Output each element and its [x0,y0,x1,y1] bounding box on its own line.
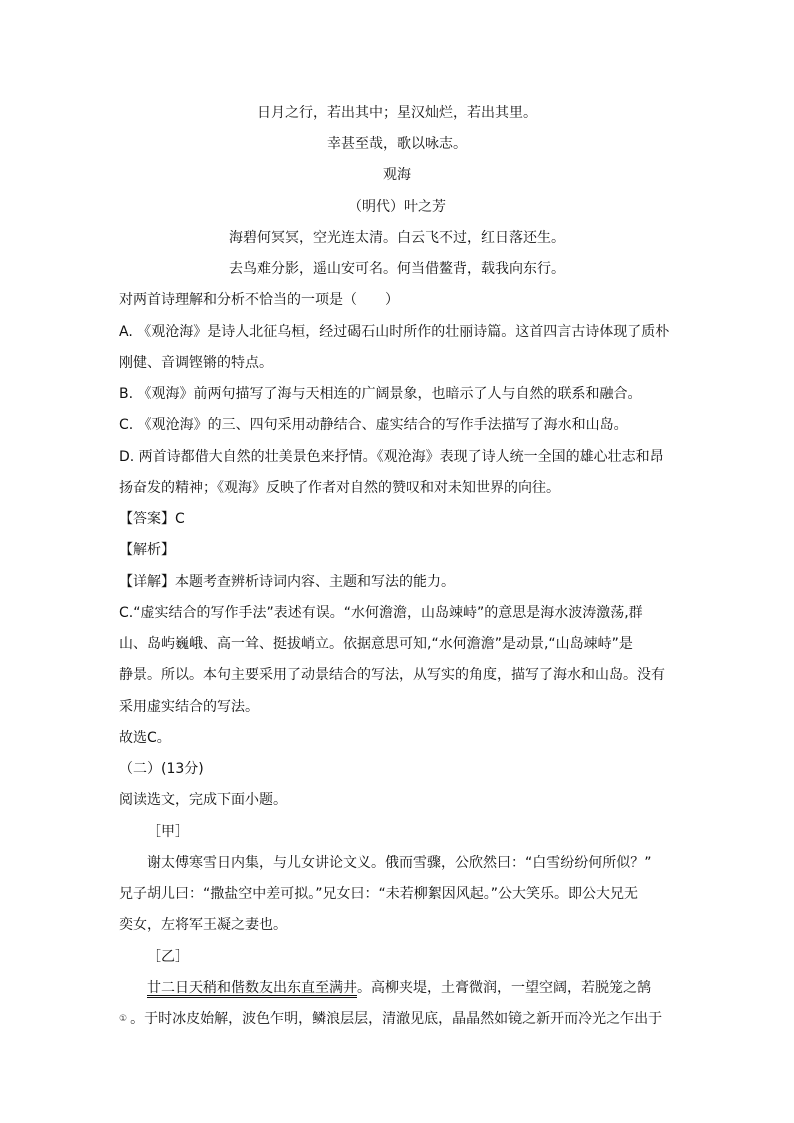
reading-instruction: 阅读选文，完成下面小题。 [119,792,287,808]
explanation-line-2: 山、岛屿巍峨、高一耸、挺拔峭立。依据意思可知,“水何澹澹”是动景,“山岛竦峙”是 [119,636,633,652]
footnote-marker: ① [119,1014,128,1024]
answer-choice: 故选C。 [119,730,171,746]
passage-yi-line-1-rest: 。高柳夹堤，土膏微润，一望空阔，若脱笼之鹄 [357,980,651,996]
poem2-line-2: 去鸟难分影，遥山安可名。何当借鳌背，载我向东行。 [229,261,565,277]
detail-line: 【详解】本题考查辨析诗词内容、主题和写法的能力。 [119,574,455,590]
poem1-line-1: 日月之行，若出其中；星汉灿烂，若出其里。 [257,105,537,121]
passage-jia-line-1: 谢太傅寒雪日内集，与儿女讲论文义。俄而雪骤，公欣然曰：“白雪纷纷何所似？” [147,855,652,871]
section-heading: （二）(13分) [119,761,204,777]
explanation-line-3: 静景。所以。本句主要采用了动景结合的写法，从写实的角度，描写了海水和山岛。没有 [119,667,665,683]
passage-jia-label: ［甲］ [147,824,189,840]
option-a-line-2: 刚健、音调铿锵的特点。 [119,355,273,371]
explanation-line-1: C.“虚实结合的写作手法”表述有误。“水何澹澹，山岛竦峙”的意思是海水波涛激荡,群 [119,605,643,621]
question-stem: 对两首诗理解和分析不恰当的一项是（ ） [119,292,399,308]
underlined-sentence: 廿二日天稍和偕数友出东直至满井 [147,980,357,996]
passage-yi-line-2 [119,1010,662,1028]
option-a-line-1: A. 《观沧海》是诗人北征乌桓，经过碣石山时所作的壮丽诗篇。这首四言古诗体现了质朴 [119,324,670,340]
passage-yi-line-1 [147,979,651,997]
passage-yi-line-2-text: 。于时冰皮始解，波色乍明，鳞浪层层，清澈见底，晶晶然如镜之新开而冷光之乍出于 [130,1011,663,1027]
passage-yi-label: ［乙］ [147,949,189,965]
analysis-label: 【解析】 [119,542,175,558]
passage-jia-line-2: 兄子胡儿曰：“撒盐空中差可拟。”兄女曰：“未若柳絮因风起。”公大笑乐。即公大兄无 [119,886,639,902]
poem2-line-1: 海碧何冥冥，空光连太清。白云飞不过，红日落还生。 [229,230,565,246]
option-b: B. 《观海》前两句描写了海与天相连的广阔景象，也暗示了人与自然的联系和融合。 [119,386,642,402]
option-d-line-2: 扬奋发的精神；《观海》反映了作者对自然的赞叹和对未知世界的向往。 [119,480,560,496]
poem2-author: （明代）叶之芳 [348,199,446,215]
option-c: C. 《观沧海》的三、四句采用动静结合、虚实结合的写作手法描写了海水和山岛。 [119,417,628,433]
explanation-line-4: 采用虚实结合的写法。 [119,699,259,715]
poem1-line-2: 幸甚至哉，歌以咏志。 [327,136,467,152]
passage-jia-line-3: 奕女，左将军王凝之妻也。 [119,917,287,933]
poem2-title: 观海 [383,167,411,183]
option-d-line-1: D. 两首诗都借大自然的壮美景色来抒情。《观沧海》表现了诗人统一全国的雄心壮志和昂 [119,449,664,465]
answer-label: 【答案】C [119,511,185,527]
